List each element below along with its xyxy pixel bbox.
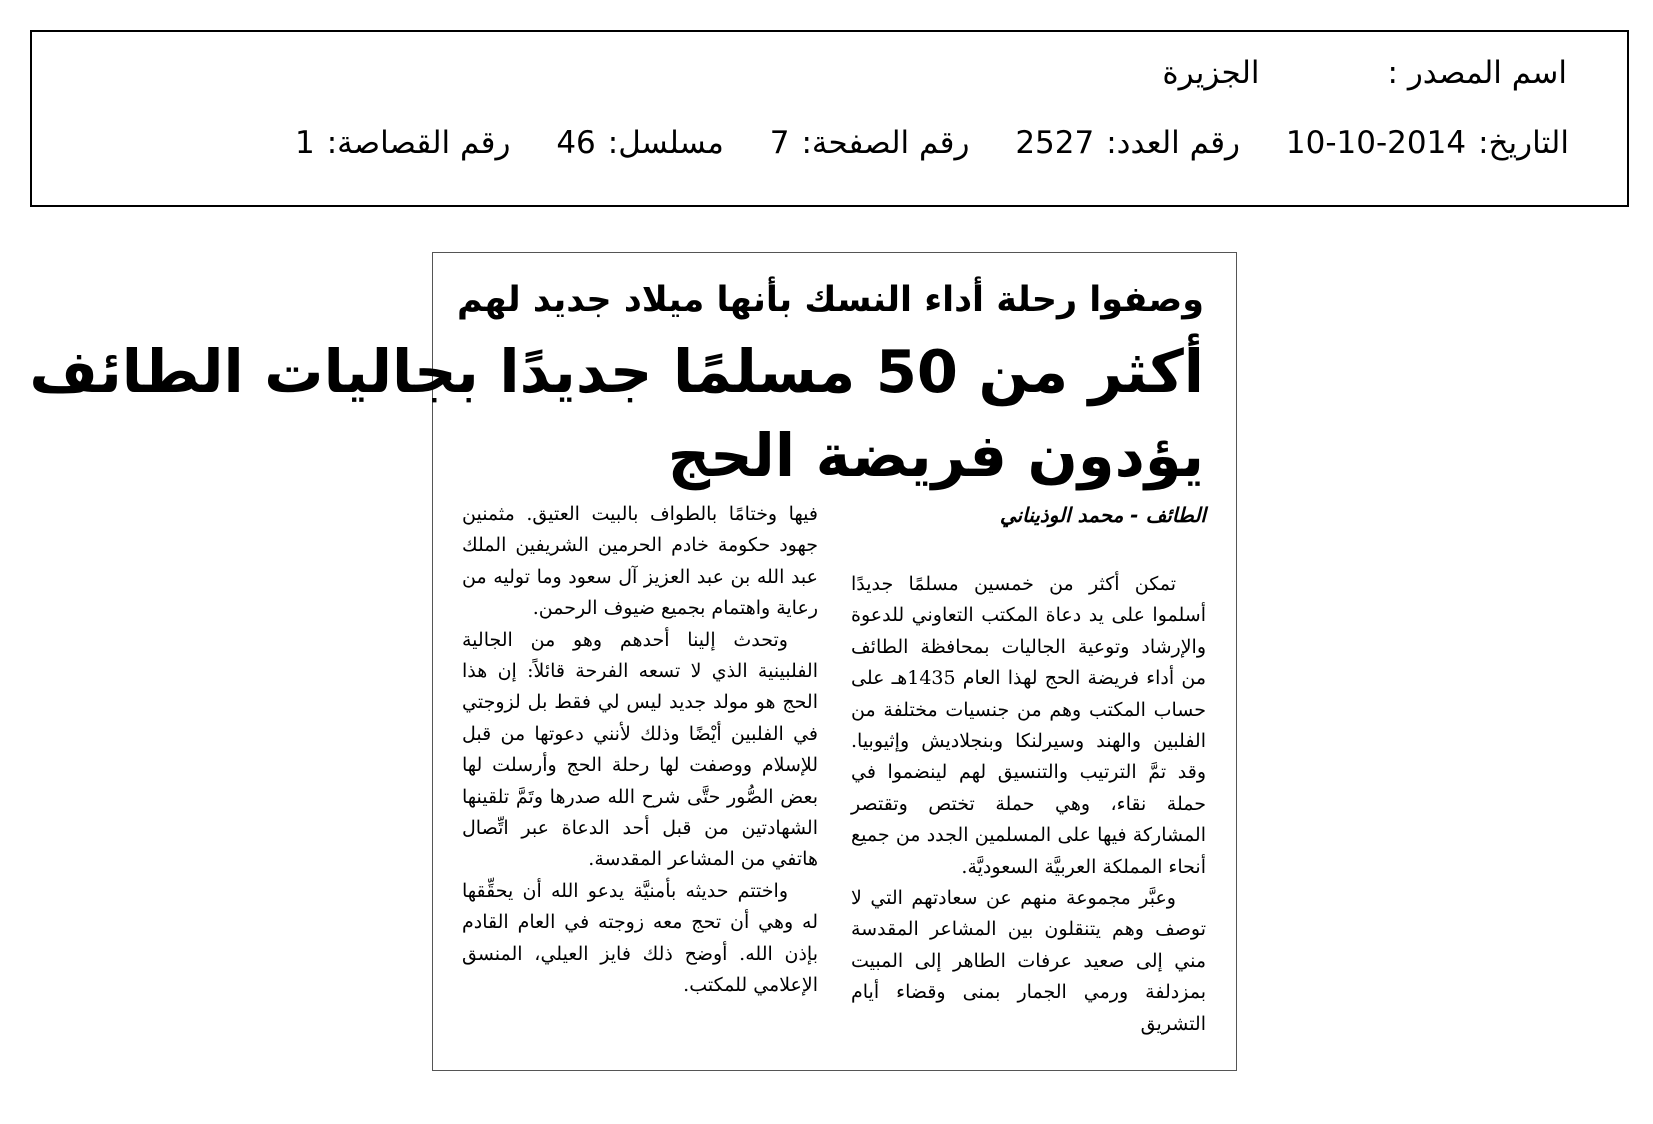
details-line <box>294 125 1569 161</box>
paragraph: وعبَّر مجموعة منهم عن سعادتهم التي لا توصف وهم يتنقلون بين المشاعر المقدسة مني إلى صعيد عرفات الطاهر إلى المبيت بمزدلفة ورمي الجمار بمنى وقضاء أيام التشريق <box>851 887 1206 1035</box>
paragraph: فيها وختامًا بالطواف بالبيت العتيق. مثمنين جهود حكومة خادم الحرمين الشريفين الملك عبد الله بن عبد العزيز آل سعود وما توليه من رعاية واهتمام بجميع ضيوف الرحمن. <box>462 503 818 620</box>
article-column-right <box>851 569 1206 1040</box>
clip-number-value: 1 <box>294 125 315 161</box>
clip-number-label: رقم القصاصة: <box>326 125 511 161</box>
paragraph: واختتم حديثه بأمنيَّة يدعو الله أن يحقِّقها له وهي أن تحج معه زوجته في العام القادم بإذن الله. أوضح ذلك فايز العيلي، المنسق الإعلامي للمكتب. <box>462 879 818 997</box>
article-headline <box>29 330 1204 498</box>
source-line <box>1162 55 1567 91</box>
paragraph: وتحدث إلينا أحدهم وهو من الجالية الفلبينية الذي لا تسعه الفرحة قائلاً: إن هذا الحج هو مولد جديد ليس لي فقط بل لزوجتي في الفلبين أيْضًا وذلك لأنني دعوتها من قبل للإسلام ووصفت لها رحلة الحج وأرسلت لها بعض الصُّور حتَّى شرح الله صدرها وتَمَّ تلقينها الشهادتين من قبل أحد الدعاة عبر اتِّصال هاتفي من المشاعر المقدسة. <box>462 628 818 871</box>
source-value: الجزيرة <box>1162 55 1260 91</box>
date-label: التاريخ: <box>1478 125 1569 161</box>
headline-line-2: يؤدون فريضة الحج <box>667 421 1204 490</box>
article-byline: الطائف - محمد الوذيناني <box>999 503 1206 527</box>
serial-label: مسلسل: <box>607 125 724 161</box>
source-label: اسم المصدر : <box>1387 55 1567 91</box>
newspaper-clipping <box>29 252 1237 1071</box>
page-value: 7 <box>769 125 790 161</box>
headline-line-1: أكثر من 50 مسلمًا جديدًا بجاليات الطائف <box>29 337 1204 406</box>
article-column-left <box>462 499 818 1002</box>
serial-value: 46 <box>556 125 596 161</box>
date-value: 2014-10-10 <box>1285 125 1467 161</box>
paragraph: تمكن أكثر من خمسين مسلمًا جديدًا أسلموا على يد دعاة المكتب التعاوني للدعوة والإرشاد وتوعية الجاليات بمحافظة الطائف من أداء فريضة الحج لهذا العام 1435هـ على حساب المكتب وهم من جنسيات مختلفة من الفلبين والهند وسيرلنكا وبنجلاديش وإثيوبيا. وقد تمَّ الترتيب والتنسيق لهم لينضموا في حملة نقاء، وهي حملة تختص وتقتصر المشاركة فيها على المسلمين الجدد من جميع أنحاء المملكة العربيَّة السعوديَّة. <box>851 573 1206 878</box>
page-label: رقم الصفحة: <box>801 125 970 161</box>
issue-label: رقم العدد: <box>1106 125 1241 161</box>
clipping-metadata-box <box>30 30 1629 207</box>
issue-value: 2527 <box>1015 125 1095 161</box>
article-kicker: وصفوا رحلة أداء النسك بأنها ميلاد جديد لهم <box>456 280 1204 320</box>
